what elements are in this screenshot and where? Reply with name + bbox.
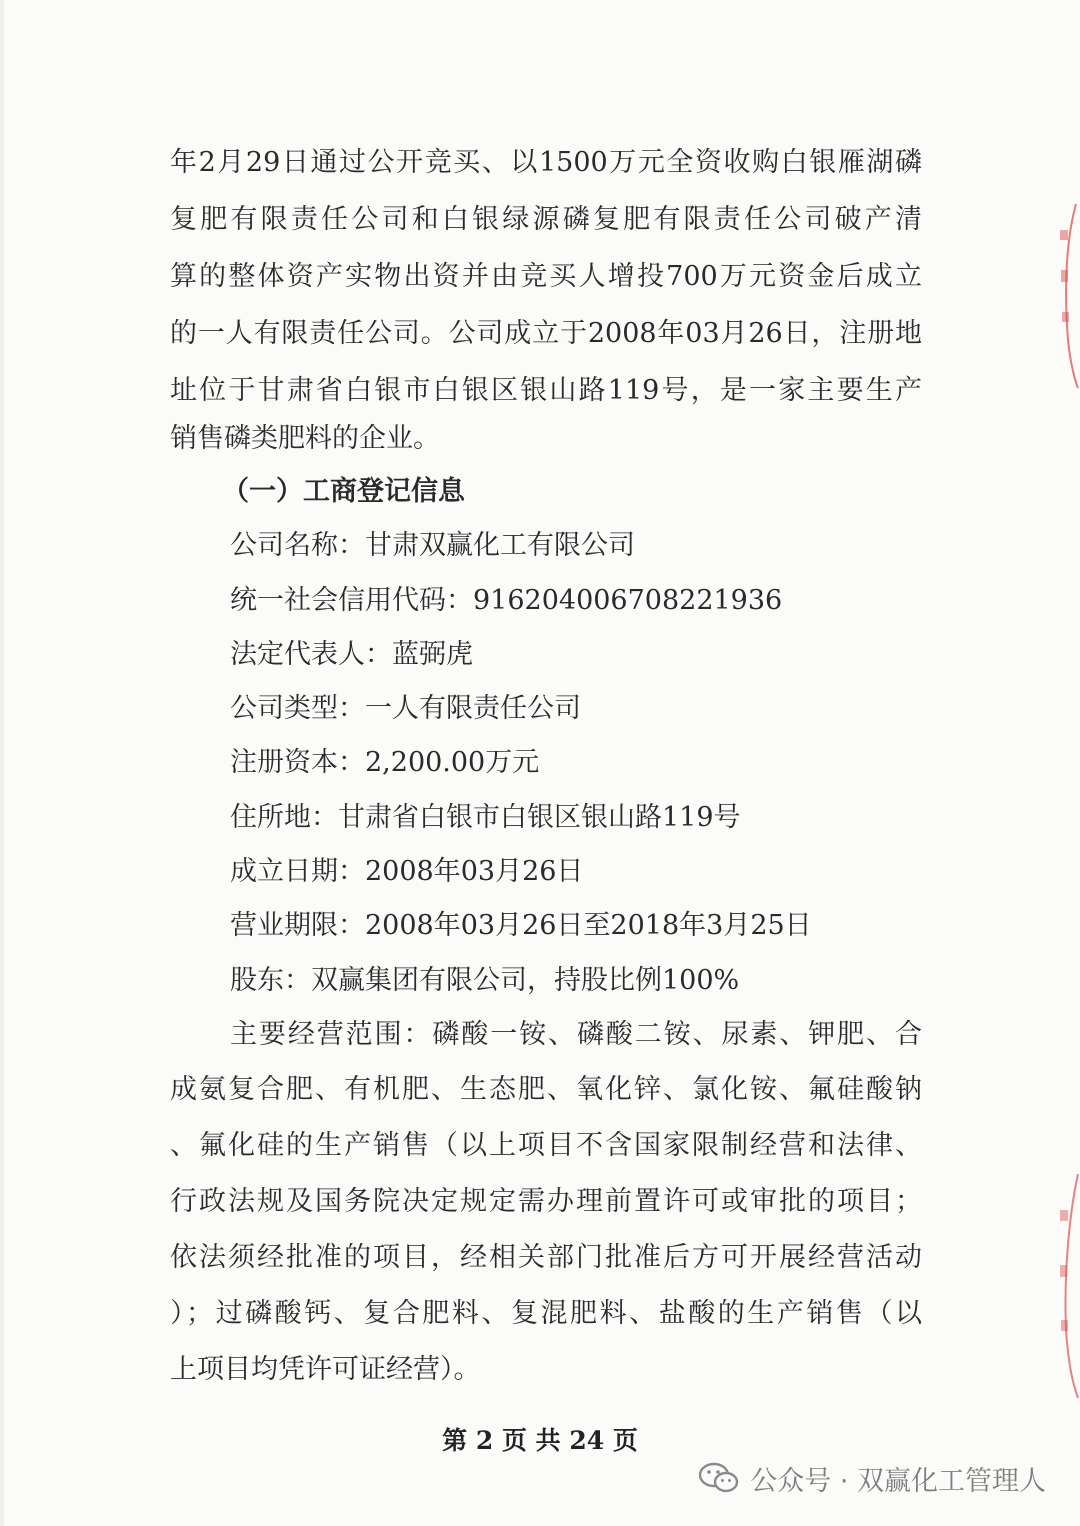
scope-line-7: 上项目均凭许可证经营）。: [170, 1354, 481, 1385]
establish-date: 成立日期：2008年03月26日: [230, 856, 584, 887]
body-line-4: 的一人有限责任公司。公司成立于2008年03月26日，注册地: [170, 318, 922, 349]
business-term: 营业期限：2008年03月26日至2018年3月25日: [230, 910, 812, 941]
wechat-icon: [698, 1461, 740, 1495]
scope-line-1: 主要经营范围：磷酸一铵、磷酸二铵、尿素、钾肥、合: [230, 1019, 922, 1050]
scope-line-3: 、氟化硅的生产销售（以上项目不含国家限制经营和法律、: [170, 1130, 922, 1161]
body-line-6: 销售磷类肥料的企业。: [170, 423, 440, 454]
company-type: 公司类型：一人有限责任公司: [230, 693, 581, 724]
scope-line-5: 依法须经批准的项目，经相关部门批准后方可开展经营活动: [170, 1242, 922, 1273]
watermark-text: 公众号 · 双赢化工管理人: [750, 1465, 1046, 1497]
section-heading: （一）工商登记信息: [222, 476, 465, 507]
shareholder: 股东：双赢集团有限公司，持股比例100%: [230, 965, 740, 996]
body-line-2: 复肥有限责任公司和白银绿源磷复肥有限责任公司破产清: [170, 204, 922, 235]
legal-representative: 法定代表人：蓝弼虎: [230, 639, 473, 670]
scope-line-2: 成氨复合肥、有机肥、生态肥、氧化锌、氯化铵、氟硅酸钠: [170, 1074, 922, 1105]
seal-fragment-bottom: [1058, 1170, 1080, 1400]
credit-code: 统一社会信用代码：916204006708221936: [230, 585, 783, 616]
scope-line-6: ）；过磷酸钙、复合肥料、复混肥料、盐酸的生产销售（以: [170, 1298, 922, 1329]
seal-fragment-top: [1058, 200, 1080, 390]
address: 住所地：甘肃省白银市白银区银山路119号: [230, 802, 741, 833]
body-line-3: 算的整体资产实物出资并由竞买人增投700万元资金后成立: [170, 261, 922, 292]
body-line-1: 年2月29日通过公开竞买、以1500万元全资收购白银雁湖磷: [170, 147, 922, 178]
scan-edge: [0, 0, 4, 1526]
page-number: 第 2 页 共 24 页: [442, 1426, 638, 1455]
scope-line-4: 行政法规及国务院决定规定需办理前置许可或审批的项目；: [170, 1186, 922, 1217]
body-line-5: 址位于甘肃省白银市白银区银山路119号，是一家主要生产: [170, 375, 922, 406]
registered-capital: 注册资本：2,200.00万元: [230, 747, 540, 778]
wechat-watermark: [698, 1456, 1046, 1500]
company-name: 公司名称：甘肃双赢化工有限公司: [230, 530, 635, 561]
